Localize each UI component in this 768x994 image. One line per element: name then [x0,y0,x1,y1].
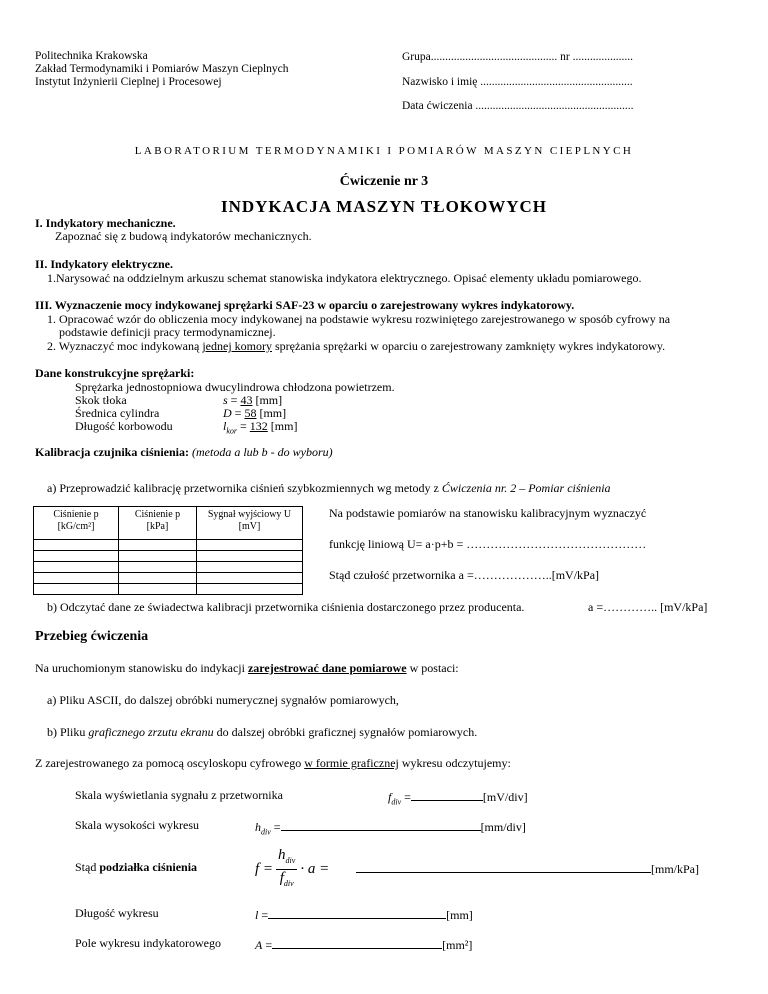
exercise-number: Ćwiczenie nr 3 [339,174,429,189]
procedure-item-a: a) Pliku ASCII, do dalszej obróbki numerycznej sygnałów pomiarowych, [47,693,399,707]
main-title: INDYKACJA MASZYN TŁOKOWYCH [220,197,548,216]
pressure-scale-label: Stąd podziałka ciśnienia [75,860,198,874]
col-header-pressure-kg: Ciśnienie p [kG/cm²] [34,507,119,540]
col-header-pressure-kpa: Ciśnienie p [kPa] [119,507,197,540]
calibration-table [33,506,303,595]
section-3-title: III. Wyznaczenie mocy indykowanej sprężarki SAF-23 w oparciu o zarejestrowany wykres indykatorowy. [35,298,575,312]
area-field: A = [mm²] [255,938,473,952]
linear-function: funkcję liniową U= a·p+b = ……………………………………… [329,537,647,551]
group-field: Grupa............................................ nr ..................... [402,51,633,63]
section-3-item-2: 2. Wyznaczyć moc indykowaną jednej komory sprężania sprężarki w oparciu o zarejestrowany zamknięty wykres indykatorowy. [47,339,666,353]
design-data-title: Dane konstrukcyjne sprężarki: [35,366,195,380]
date-field: Data ćwiczenia ....................................................... [402,100,634,112]
institution-line: Politechnika Krakowska [35,50,148,62]
section-1-title: I. Indykatory mechaniczne. [35,216,176,230]
section-2-text: 1.Narysować na oddzielnym arkuszu schemat stanowiska indykatora elektrycznego. Opisać elementy układu pomiarowego. [47,271,642,285]
pressure-scale-field: [mm/kPa] [356,860,699,877]
calibration-title: Kalibracja czujnika ciśnienia: (metoda a lub b - do wyboru) [35,445,333,459]
calibration-method-b: b) Odczytać dane ze świadectwa kalibracji przetwornika ciśnienia dostarczonego przez producenta. [47,600,525,614]
design-row-label: Długość korbowodu [75,419,173,433]
table-row [34,540,303,551]
section-3-item-1: 1. Opracować wzór do obliczenia mocy indykowanej na podstawie wykresu rozwiniętego zarejestrowanego w sposób cyfrowy na [47,312,671,326]
pressure-scale-formula: f = $\frac{h_{div}}{f_{div}}$ · a = [255,847,330,888]
name-field: Nazwisko i imię ..................................................... [402,76,633,88]
table-row [34,573,303,584]
scale-field: $f_{div} = [mV/div]$ [388,790,528,807]
scale-label: Skala wyświetlania sygnału z przetwornika [75,788,283,802]
table-row [34,562,303,573]
procedure-intro: Na uruchomionym stanowisku do indykacji zarejestrować dane pomiarowe w postaci: [35,661,459,675]
length-label: Długość wykresu [75,906,159,920]
section-2-title: II. Indykatory elektryczne. [35,257,173,271]
height-scale-field: $h_{div} = [mm/div]$ [255,820,526,837]
sensitivity: Stąd czułość przetwornika a =………………..[mV/kPa] [329,568,600,582]
col-header-signal: Sygnał wyjściowy U [mV] [197,507,303,540]
lab-title: LABORATORIUM TERMODYNAMIKI I POMIARÓW MASZYN CIEPLNYCH [134,145,634,157]
procedure-title: Przebieg ćwiczenia [35,629,149,644]
length-field: l = [mm] [255,908,473,922]
institution-block [35,50,289,89]
design-row-value: s = 43 [mm] [223,393,283,407]
design-row-value: $l_{kor} = 132$ [mm] [223,419,298,436]
procedure-read: Z zarejestrowanego za pomocą oscyloskopu cyfrowego w formie graficznej wykresu odczytujemy: [35,756,511,770]
section-1-text: Zapoznać się z budową indykatorów mechanicznych. [55,229,312,243]
procedure-item-b: b) Pliku graficznego zrzutu ekranu do dalszej obróbki graficznej sygnałów pomiarowych. [47,725,478,739]
table-row [34,551,303,562]
calibration-method-b-value: a =………….. [mV/kPa] [588,600,708,614]
design-row-label: Średnica cylindra [75,406,160,420]
institution-line: Instytut Inżynierii Cieplnej i Procesowej [35,76,222,88]
institution-line: Zakład Termodynamiki i Pomiarów Maszyn Cieplnych [35,63,289,75]
design-row-label: Skok tłoka [75,393,127,407]
design-data-desc: Sprężarka jednostopniowa dwucylindrowa chłodzona powietrzem. [75,380,395,394]
height-scale-label: Skala wysokości wykresu [75,818,199,832]
area-label: Pole wykresu indykatorowego [75,936,221,950]
section-3-item-1-cont: podstawie definicji pracy termodynamicznej. [59,325,276,339]
calibration-method-a: a) Przeprowadzić kalibrację przetwornika ciśnień szybkozmiennych wg metody z Ćwiczenia nr. 2 – Pomiar ciśnienia [47,481,611,495]
design-row-value: D = 58 [mm] [223,406,287,420]
calibration-instruction: Na podstawie pomiarów na stanowisku kalibracyjnym wyznaczyć [329,506,647,520]
table-row [34,584,303,595]
